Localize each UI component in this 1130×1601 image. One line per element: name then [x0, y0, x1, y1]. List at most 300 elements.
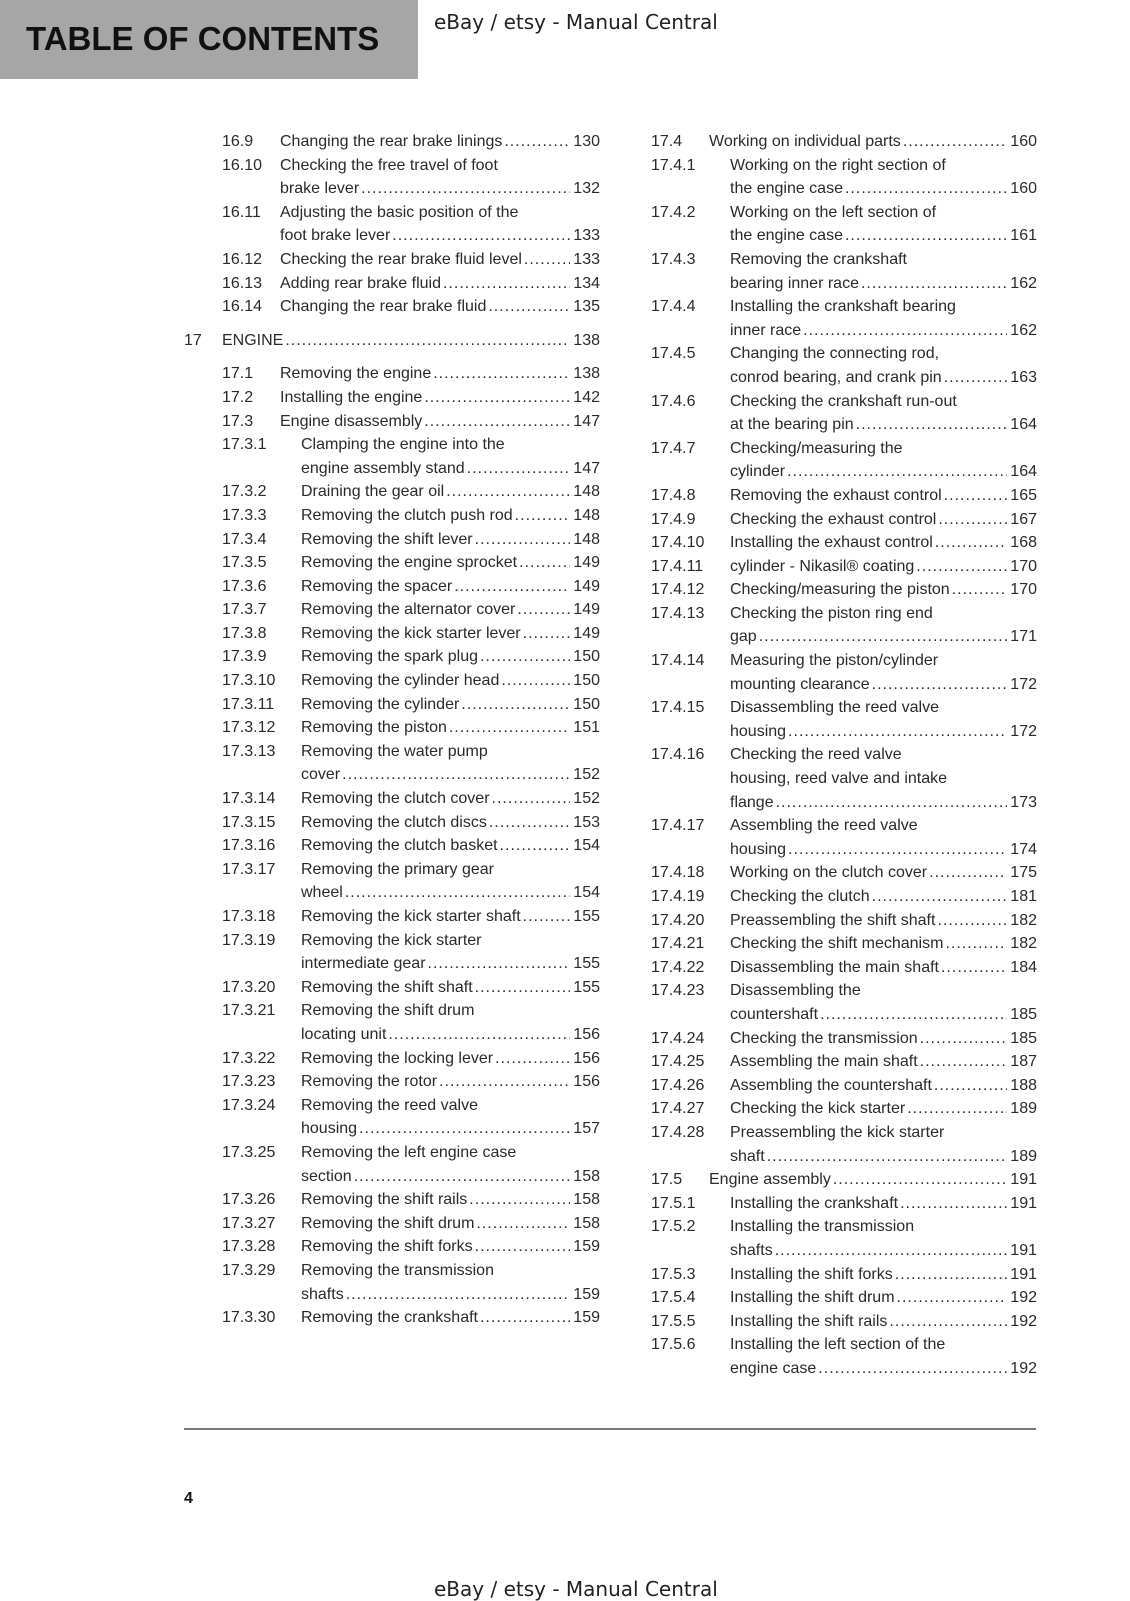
toc-entry[interactable]	[651, 1310, 1037, 1334]
toc-entry-number: 16.12	[222, 250, 263, 268]
toc-entry[interactable]	[651, 130, 1037, 154]
toc-entry-page: 150	[573, 672, 600, 690]
toc-entry-title: Removing the shift rails	[301, 1191, 468, 1209]
dot-leader	[488, 295, 570, 319]
toc-entry[interactable]	[184, 1235, 600, 1259]
toc-entry-title: Changing the rear brake linings	[280, 133, 503, 150]
toc-entry-title: foot brake lever	[280, 227, 391, 245]
toc-entry-title-line: Removing the reed valve	[301, 1096, 478, 1114]
toc-entry-title: Preassembling the shift shaft	[730, 911, 936, 929]
toc-entry-page: 191	[1010, 1265, 1037, 1283]
dot-leader	[475, 1235, 571, 1259]
toc-entry-page: 175	[1010, 864, 1037, 882]
toc-entry[interactable]	[184, 1094, 600, 1141]
toc-entry-number: 17.3.10	[222, 672, 276, 690]
toc-entry-page: 138	[573, 331, 600, 349]
dot-leader	[342, 763, 570, 787]
toc-entry[interactable]	[651, 484, 1037, 508]
dot-leader	[929, 861, 1007, 885]
toc-entry-number: 17.4.1	[651, 156, 696, 174]
toc-entry-title-line: Assembling the reed valve	[730, 817, 918, 835]
toc-entry-page: 182	[1010, 935, 1037, 953]
toc-entry[interactable]	[651, 649, 1037, 696]
page-title: TABLE OF CONTENTS	[26, 20, 380, 57]
toc-entry-page: 132	[573, 180, 600, 198]
toc-entry-page: 185	[1010, 1029, 1037, 1047]
toc-entry-title: shaft	[730, 1147, 765, 1165]
toc-entry-page: 160	[1010, 133, 1037, 150]
dot-leader	[446, 480, 570, 504]
toc-entry-number: 17.3.7	[222, 601, 267, 619]
toc-entry-number: 17.4.15	[651, 699, 705, 717]
toc-entry-title: Draining the gear oil	[301, 483, 445, 501]
toc-entry-title: Assembling the countershaft	[730, 1076, 932, 1094]
toc-entry[interactable]	[651, 390, 1037, 437]
toc-entry-title: Removing the shift drum	[301, 1214, 475, 1232]
dot-leader	[787, 460, 1007, 484]
toc-entry-number: 17.3.23	[222, 1073, 276, 1091]
toc-entry-number: 17.3.4	[222, 530, 267, 548]
toc-entry[interactable]	[651, 295, 1037, 342]
toc-entry-title: Disassembling the main shaft	[730, 958, 939, 976]
toc-entry-page: 148	[573, 483, 600, 501]
toc-entry-number: 16.13	[222, 274, 263, 292]
toc-entry-page: 149	[573, 624, 600, 642]
dot-leader	[517, 598, 570, 622]
toc-entry-number: 17.3.21	[222, 1002, 276, 1020]
dot-leader	[500, 834, 571, 858]
toc-entry[interactable]	[184, 811, 600, 835]
dot-leader	[934, 1074, 1007, 1098]
toc-entry-page: 187	[1010, 1053, 1037, 1071]
toc-entry-page: 133	[573, 250, 600, 268]
toc-entry[interactable]	[184, 787, 600, 811]
toc-entry-page: 170	[1010, 581, 1037, 599]
toc-entry[interactable]	[651, 1027, 1037, 1051]
toc-entry-number: 17.4.5	[651, 345, 696, 363]
toc-entry-page: 174	[1010, 840, 1037, 858]
toc-entry-title-line: Removing the left engine case	[301, 1143, 517, 1161]
toc-entry-page: 149	[573, 601, 600, 619]
toc-entry[interactable]	[651, 1286, 1037, 1310]
toc-entry-title: Removing the kick starter lever	[301, 624, 521, 642]
toc-entry[interactable]	[184, 410, 600, 434]
toc-entry-title: Removing the rotor	[301, 1073, 438, 1091]
dot-leader	[920, 1027, 1008, 1051]
toc-entry-title-line: Installing the left section of the	[730, 1336, 946, 1354]
toc-entry-number: 17.3.26	[222, 1191, 276, 1209]
toc-entry[interactable]	[651, 1097, 1037, 1121]
toc-entry-title: at the bearing pin	[730, 416, 854, 434]
toc-entry[interactable]	[184, 1070, 600, 1094]
toc-entry-page: 147	[573, 459, 600, 477]
toc-entry[interactable]	[651, 508, 1037, 532]
dot-leader	[449, 716, 570, 740]
toc-entry-number: 17.3.19	[222, 931, 276, 949]
toc-entry-number: 17.3	[222, 412, 254, 430]
toc-entry-title: Removing the cylinder head	[301, 672, 500, 690]
toc-entry-title-line: Disassembling the reed valve	[730, 699, 939, 717]
dot-leader	[788, 838, 1007, 862]
toc-entry[interactable]	[184, 693, 600, 717]
dot-leader	[392, 224, 570, 248]
dot-leader	[903, 130, 1007, 154]
toc-entry[interactable]	[651, 248, 1037, 295]
toc-entry-number: 17.4.11	[651, 557, 704, 575]
toc-entry[interactable]	[651, 342, 1037, 389]
page-number: 4	[184, 1490, 193, 1507]
dot-leader	[872, 885, 1008, 909]
toc-entry[interactable]	[651, 932, 1037, 956]
dot-leader	[907, 1097, 1007, 1121]
toc-entry-page: 192	[1010, 1289, 1037, 1307]
dot-leader	[776, 791, 1008, 815]
toc-entry-title-line: Installing the transmission	[730, 1218, 915, 1236]
toc-entry-page: 189	[1010, 1100, 1037, 1118]
toc-entry-page: 148	[573, 530, 600, 548]
toc-entry-title: Checking the rear brake fluid level	[280, 250, 522, 268]
toc-entry[interactable]	[184, 575, 600, 599]
toc-entry-number: 17.2	[222, 388, 254, 406]
toc-entry-page: 191	[1010, 1241, 1037, 1259]
dot-leader	[346, 1283, 571, 1307]
toc-entry-number: 16.10	[222, 156, 263, 174]
toc-entry-number: 17.4.16	[651, 746, 705, 764]
dot-leader	[872, 673, 1008, 697]
toc-entry-title-line: Checking the crankshaft run-out	[730, 392, 957, 410]
toc-entry[interactable]	[651, 578, 1037, 602]
toc-entry-number: 17.4.8	[651, 486, 696, 504]
toc-entry[interactable]	[184, 740, 600, 787]
toc-column-left	[184, 130, 600, 1330]
header-banner	[0, 0, 418, 79]
toc-entry-title: the engine case	[730, 227, 843, 245]
toc-entry[interactable]	[184, 504, 600, 528]
dot-leader	[345, 881, 570, 905]
toc-column-right	[651, 130, 1037, 1380]
dot-leader	[944, 366, 1008, 390]
toc-entry-number: 17.3.14	[222, 790, 276, 808]
toc-entry[interactable]	[651, 154, 1037, 201]
toc-entry-title: Checking/measuring the piston	[730, 581, 950, 599]
toc-entry-title: Removing the cylinder	[301, 695, 460, 713]
toc-entry-number: 17.3.1	[222, 436, 267, 454]
dot-leader	[833, 1168, 1007, 1192]
toc-entry-number: 17.3.12	[222, 719, 276, 737]
toc-entry-title: Removing the shift lever	[301, 530, 473, 548]
toc-entry-title: gap	[730, 628, 757, 646]
toc-entry-title: Removing the spark plug	[301, 648, 478, 666]
toc-entry[interactable]	[651, 743, 1037, 814]
toc-entry-page: 148	[573, 506, 600, 524]
toc-entry-title: housing	[730, 840, 787, 858]
toc-entry[interactable]	[184, 999, 600, 1046]
dot-leader	[524, 248, 570, 272]
toc-entry-number: 17.4.28	[651, 1123, 705, 1141]
dot-leader	[952, 578, 1008, 602]
toc-entry-title-line: Adjusting the basic position of the	[280, 203, 519, 221]
dot-leader	[439, 1070, 570, 1094]
dot-leader	[944, 484, 1008, 508]
toc-entry[interactable]	[184, 645, 600, 669]
toc-entry[interactable]	[651, 909, 1037, 933]
toc-entry[interactable]	[184, 834, 600, 858]
toc-entry-title: conrod bearing, and crank pin	[730, 368, 942, 386]
toc-entry[interactable]	[184, 622, 600, 646]
toc-entry[interactable]	[184, 551, 600, 575]
toc-entry[interactable]	[184, 1259, 600, 1306]
dot-leader	[889, 1310, 1007, 1334]
toc-entry-page: 134	[573, 274, 600, 292]
toc-entry-title: housing	[301, 1120, 358, 1138]
toc-entry-title-line: Removing the transmission	[301, 1261, 494, 1279]
toc-entry-number: 17.3.18	[222, 908, 276, 925]
toc-entry-title: bearing inner race	[730, 274, 859, 292]
toc-entry[interactable]	[184, 201, 600, 248]
toc-entry-title-line: Checking/measuring the	[730, 439, 903, 457]
dot-leader	[920, 1050, 1008, 1074]
toc-entry-page: 154	[573, 884, 600, 902]
toc-entry-number: 17.3.28	[222, 1238, 276, 1256]
dot-leader	[937, 909, 1007, 933]
toc-entry-number: 17.3.3	[222, 506, 267, 524]
toc-entry-page: 158	[573, 1167, 600, 1185]
toc-entry[interactable]	[184, 362, 600, 386]
toc-entry-page: 170	[1010, 557, 1037, 575]
toc-entry[interactable]	[651, 1263, 1037, 1287]
toc-entry-title: shafts	[730, 1241, 773, 1259]
toc-entry[interactable]	[651, 1121, 1037, 1168]
toc-entry-page: 133	[573, 227, 600, 245]
toc-entry-number: 17	[184, 331, 202, 349]
toc-entry-page: 185	[1010, 1005, 1037, 1023]
toc-entry[interactable]	[651, 437, 1037, 484]
toc-entry-number: 17.3.24	[222, 1096, 276, 1114]
toc-entry-title: flange	[730, 793, 774, 811]
toc-entry[interactable]	[651, 814, 1037, 861]
toc-entry-number: 17.3.17	[222, 860, 276, 878]
toc-entry-title: Removing the alternator cover	[301, 601, 516, 619]
toc-entry-title: engine assembly stand	[301, 459, 465, 477]
toc-entry[interactable]	[184, 1047, 600, 1071]
toc-entry-title: Removing the clutch discs	[301, 813, 487, 831]
toc-entry-title: brake lever	[280, 180, 360, 198]
toc-entry-title: Installing the crankshaft	[730, 1194, 899, 1212]
toc-entry-title: cover	[301, 766, 341, 784]
toc-entry[interactable]	[184, 433, 600, 480]
toc-entry-page: 160	[1010, 180, 1037, 198]
toc-entry[interactable]	[184, 905, 600, 929]
toc-entry-title-line: Removing the water pump	[301, 742, 488, 760]
toc-entry-page: 159	[573, 1309, 600, 1327]
toc-entry[interactable]	[184, 1306, 600, 1330]
dot-leader	[523, 622, 571, 646]
toc-entry-title-line: Working on the right section of	[730, 156, 946, 174]
dot-leader	[428, 952, 571, 976]
toc-entry[interactable]	[184, 716, 600, 740]
toc-entry-page: 151	[573, 719, 600, 737]
toc-entry-page: 171	[1010, 628, 1037, 646]
toc-entry-title: Removing the engine	[280, 365, 432, 383]
toc-entry[interactable]	[651, 696, 1037, 743]
toc-entry-page: 165	[1010, 486, 1037, 504]
toc-entry-title: Working on the clutch cover	[730, 864, 928, 882]
toc-entry-title: Assembling the main shaft	[730, 1053, 918, 1071]
toc-entry[interactable]	[184, 329, 600, 353]
toc-entry[interactable]	[651, 1168, 1037, 1192]
toc-entry[interactable]	[651, 979, 1037, 1026]
toc-entry-number: 17.3.20	[222, 978, 276, 996]
toc-entry-title: Changing the rear brake fluid	[280, 298, 487, 316]
toc-entry-page: 172	[1010, 722, 1037, 740]
dot-leader	[361, 177, 570, 201]
toc-entry-title: Removing the clutch push rod	[301, 506, 513, 524]
dot-leader	[501, 669, 570, 693]
toc-entry-number: 17.3.30	[222, 1309, 276, 1327]
dot-leader	[467, 457, 571, 481]
toc-entry[interactable]	[184, 929, 600, 976]
toc-entry[interactable]	[651, 201, 1037, 248]
dot-leader	[443, 272, 570, 296]
dot-leader	[856, 413, 1008, 437]
toc-entry-number: 17.4.10	[651, 534, 705, 552]
toc-entry-number: 17.4	[651, 133, 683, 150]
toc-entry-number: 17.5.2	[651, 1218, 696, 1236]
toc-entry[interactable]	[651, 1050, 1037, 1074]
toc-entry-page: 162	[1010, 321, 1037, 339]
toc-entry[interactable]	[184, 130, 600, 154]
toc-entry-page: 150	[573, 695, 600, 713]
toc-entry-number: 17.3.2	[222, 483, 267, 501]
toc-entry-page: 155	[573, 955, 600, 973]
toc-entry[interactable]	[184, 1188, 600, 1212]
toc-entry[interactable]	[184, 1212, 600, 1236]
toc-entry-page: 157	[573, 1120, 600, 1138]
toc-entry-number: 17.4.12	[651, 581, 705, 599]
dot-leader	[433, 362, 570, 386]
toc-entry[interactable]	[651, 956, 1037, 980]
toc-entry[interactable]	[651, 555, 1037, 579]
toc-entry-title: Removing the kick starter shaft	[301, 908, 521, 925]
toc-entry[interactable]	[184, 858, 600, 905]
dot-leader	[354, 1165, 571, 1189]
toc-entry[interactable]	[651, 1215, 1037, 1262]
dot-leader	[475, 976, 571, 1000]
toc-entry-title-line: Measuring the piston/cylinder	[730, 652, 939, 670]
toc-entry[interactable]	[184, 528, 600, 552]
toc-entry-title: Removing the clutch cover	[301, 790, 490, 808]
toc-entry-page: 162	[1010, 274, 1037, 292]
dot-leader	[916, 555, 1007, 579]
toc-entry-page: 158	[573, 1191, 600, 1209]
toc-entry-number: 17.3.11	[222, 695, 275, 713]
toc-entry-page: 168	[1010, 534, 1037, 552]
toc-entry[interactable]	[184, 1141, 600, 1188]
toc-entry-page: 153	[573, 813, 600, 831]
toc-entry-page: 149	[573, 577, 600, 595]
toc-entry[interactable]	[651, 1074, 1037, 1098]
dot-leader	[359, 1117, 570, 1141]
toc-entry-page: 192	[1010, 1359, 1037, 1377]
toc-entry-page: 188	[1010, 1076, 1037, 1094]
toc-entry-title: the engine case	[730, 180, 843, 198]
toc-entry-page: 158	[573, 1214, 600, 1232]
toc-entry-title: shafts	[301, 1285, 344, 1303]
toc-entry-title: Removing the engine sprocket	[301, 554, 518, 572]
toc-entry-title: Installing the shift rails	[730, 1312, 888, 1330]
dot-leader	[941, 956, 1007, 980]
toc-entry-number: 17.3.6	[222, 577, 267, 595]
toc-entry[interactable]	[651, 861, 1037, 885]
toc-entry-page: 152	[573, 766, 600, 784]
toc-entry-page: 184	[1010, 958, 1037, 976]
toc-entry-number: 17.4.27	[651, 1100, 705, 1118]
dot-leader	[492, 787, 571, 811]
toc-entry-title: Engine disassembly	[280, 412, 423, 430]
toc-entry-title: section	[301, 1167, 352, 1185]
toc-entry-page: 167	[1010, 510, 1037, 528]
toc-entry[interactable]	[651, 1333, 1037, 1380]
toc-entry-page: 156	[573, 1025, 600, 1043]
toc-entry-number: 17.3.5	[222, 554, 267, 572]
dot-leader	[818, 1357, 1007, 1381]
toc-entry[interactable]	[651, 531, 1037, 555]
toc-entry[interactable]	[184, 295, 600, 319]
toc-entry[interactable]	[651, 885, 1037, 909]
toc-entry-title-line: housing, reed valve and intake	[730, 770, 948, 788]
toc-entry[interactable]	[184, 669, 600, 693]
toc-entry-title: engine case	[730, 1359, 817, 1377]
toc-entry[interactable]	[184, 154, 600, 201]
toc-entry-title-line: Removing the kick starter	[301, 931, 482, 949]
toc-entry-page: 155	[573, 908, 600, 925]
watermark-bottom: eBay / etsy - Manual Central	[434, 1577, 718, 1601]
toc-entry-title: intermediate gear	[301, 955, 426, 973]
toc-entry-title-line: Checking the reed valve	[730, 746, 902, 764]
toc-entry-title: ENGINE	[222, 331, 284, 349]
toc-entry-title-line: Removing the primary gear	[301, 860, 494, 878]
dot-leader	[820, 1003, 1007, 1027]
toc-entry[interactable]	[184, 386, 600, 410]
toc-entry-number: 17.4.25	[651, 1053, 705, 1071]
dot-leader	[454, 575, 570, 599]
dot-leader	[523, 905, 571, 929]
dot-leader	[803, 319, 1007, 343]
toc-entry-title-line: Preassembling the kick starter	[730, 1123, 945, 1141]
toc-entry-title: Installing the engine	[280, 388, 423, 406]
toc-entry-title-line: Checking the piston ring end	[730, 604, 933, 622]
toc-entry[interactable]	[184, 598, 600, 622]
toc-entry-number: 17.4.18	[651, 864, 705, 882]
toc-entry[interactable]	[184, 248, 600, 272]
toc-entry[interactable]	[184, 480, 600, 504]
toc-entry[interactable]	[184, 976, 600, 1000]
dot-leader	[900, 1192, 1007, 1216]
toc-entry-title: Removing the crankshaft	[301, 1309, 478, 1327]
toc-entry-title: Removing the clutch basket	[301, 837, 498, 855]
dot-leader	[515, 504, 571, 528]
toc-entry[interactable]	[651, 1192, 1037, 1216]
toc-entry-number: 17.4.4	[651, 298, 696, 316]
toc-entry-title: locating unit	[301, 1025, 387, 1043]
dot-leader	[480, 645, 570, 669]
toc-entry[interactable]	[651, 602, 1037, 649]
toc-entry-title: Removing the shift forks	[301, 1238, 473, 1256]
toc-entry[interactable]	[184, 272, 600, 296]
toc-entry-page: 150	[573, 648, 600, 666]
toc-entry-number: 17.5.3	[651, 1265, 696, 1283]
toc-entry-page: 149	[573, 554, 600, 572]
